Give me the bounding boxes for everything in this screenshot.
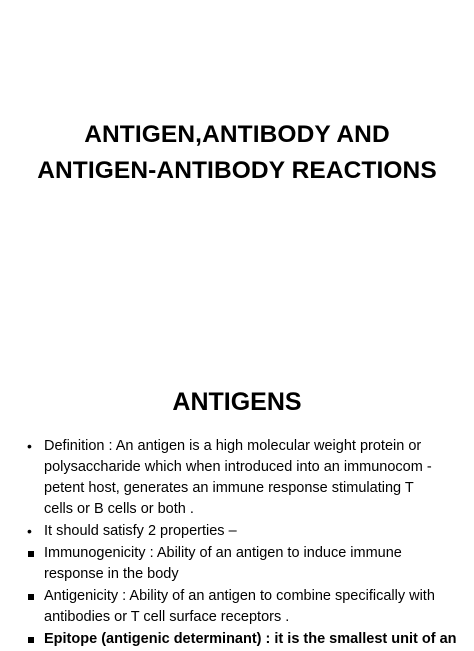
list-item: [27, 586, 467, 628]
title-line-2: ANTIGEN-ANTIBODY REACTIONS: [37, 157, 437, 184]
antigens-slide: [0, 370, 474, 647]
section-heading: ANTIGENS: [172, 388, 302, 416]
bullet-line: It should satisfy 2 properties –: [44, 523, 237, 539]
bullet-square-icon: [27, 629, 39, 650]
bullet-square-icon: [27, 543, 39, 564]
bullet-line: petent host, generates an immune response stimulating T: [44, 480, 414, 496]
bullet-line: Antigenicity : Ability of an antigen to combine specifically with: [44, 588, 435, 604]
bullet-dot-icon: [27, 521, 39, 543]
bullet-line: response in the body: [44, 566, 179, 582]
list-item: [27, 521, 467, 542]
bullet-line: Immunogenicity : Ability of an antigen to induce immune: [44, 545, 402, 561]
title-line-1: ANTIGEN,ANTIBODY AND: [84, 121, 390, 148]
bullet-line-partial: Epitope (antigenic determinant) : it is the smallest unit of an: [44, 631, 457, 647]
list-item: [27, 543, 467, 585]
list-item: [27, 436, 467, 520]
bullet-dot-icon: [27, 436, 39, 458]
bullet-list: [27, 436, 467, 651]
bullet-line: polysaccharide which when introduced into an immunocom -: [44, 459, 432, 475]
presentation-title: [0, 117, 474, 189]
bullet-line: cells or B cells or both .: [44, 501, 194, 517]
bullet-square-icon: [27, 586, 39, 607]
bullet-line: antibodies or T cell surface receptors .: [44, 609, 290, 625]
bullet-line: Definition : An antigen is a high molecular weight protein or: [44, 438, 422, 454]
list-item: [27, 629, 467, 650]
